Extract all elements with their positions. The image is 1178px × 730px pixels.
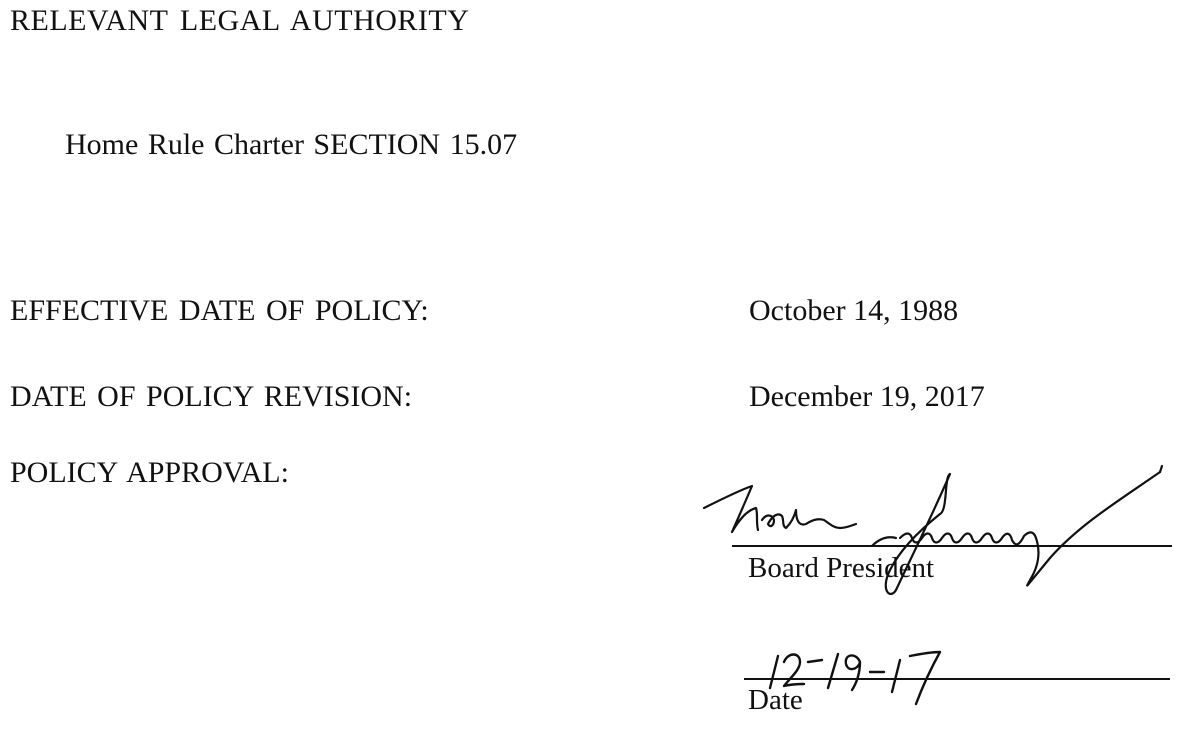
policy-approval-label: POLICY APPROVAL: xyxy=(10,456,289,489)
date-line xyxy=(744,678,1170,680)
date-caption: Date xyxy=(748,684,803,716)
effective-date-label: EFFECTIVE DATE OF POLICY: xyxy=(10,294,429,327)
legal-authority-text: Home Rule Charter SECTION 15.07 xyxy=(65,128,518,161)
section-heading: RELEVANT LEGAL AUTHORITY xyxy=(10,4,470,37)
revision-date-value: December 19, 2017 xyxy=(749,380,985,413)
signature-caption: Board President xyxy=(748,552,935,584)
signature-line xyxy=(732,545,1172,547)
revision-date-label: DATE OF POLICY REVISION: xyxy=(10,380,413,413)
effective-date-value: October 14, 1988 xyxy=(749,294,959,327)
